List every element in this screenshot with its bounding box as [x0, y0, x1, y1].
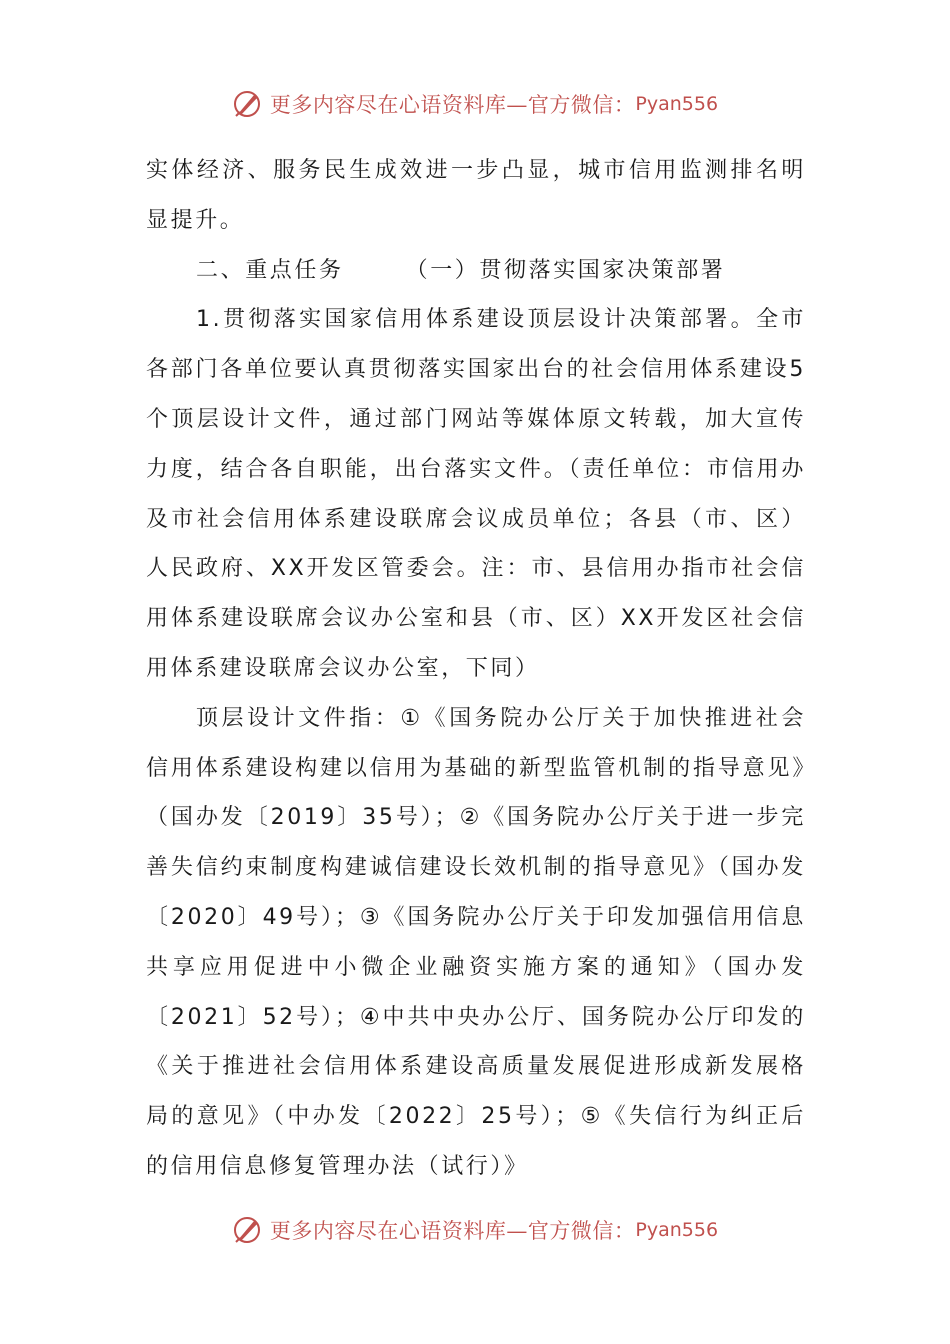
section-heading-line: [146, 246, 806, 296]
section-heading: 二、重点任务: [196, 257, 344, 283]
quill-logo-icon: [232, 1215, 262, 1245]
subsection-heading: （一）贯彻落实国家决策部署: [405, 257, 726, 283]
paragraph: 1.贯彻落实国家信用体系建设顶层设计决策部署。全市各部门各单位要认真贯彻落实国家出台的社会信用体系建设5个顶层设计文件，通过部门网站等媒体原文转载，加大宣传力度，结合各自职能，出台落实文件。（责任单位：市信用办及市社会信用体系建设联席会议成员单位；各县（市、区）人民政府、XX开发区管委会。注：市、县信用办指市社会信用体系建设联席会议办公室和县（市、区）XX开发区社会信用体系建设联席会议办公室，下同）: [146, 307, 806, 681]
document-body: [146, 146, 806, 1192]
watermark-text: 更多内容尽在心语资料库—官方微信：: [269, 1219, 636, 1243]
paragraph: 实体经济、服务民生成效进一步凸显，城市信用监测排名明显提升。: [146, 158, 806, 233]
watermark-text: 更多内容尽在心语资料库—官方微信：: [269, 93, 636, 117]
header-watermark: [0, 84, 950, 124]
watermark-wechat-id: Pyan556: [635, 1219, 719, 1241]
quill-logo-icon: [232, 89, 262, 119]
watermark-wechat-id: Pyan556: [635, 93, 719, 115]
footer-watermark: [0, 1210, 950, 1250]
paragraph: 顶层设计文件指：①《国务院办公厅关于加快推进社会信用体系建设构建以信用为基础的新型监管机制的指导意见》（国办发〔2019〕35号）；②《国务院办公厅关于进一步完善失信约束制度构建诚信建设长效机制的指导意见》（国办发〔2020〕49号）；③《国务院办公厅关于印发加强信用信息共享应用促进中小微企业融资实施方案的通知》（国办发〔2021〕52号）；④中共中央办公厅、国务院办公厅印发的《关于推进社会信用体系建设高质量发展促进形成新发展格局的意见》（中办发〔2022〕25号）；⑤《失信行为纠正后的信用信息修复管理办法（试行）》: [146, 705, 806, 1179]
